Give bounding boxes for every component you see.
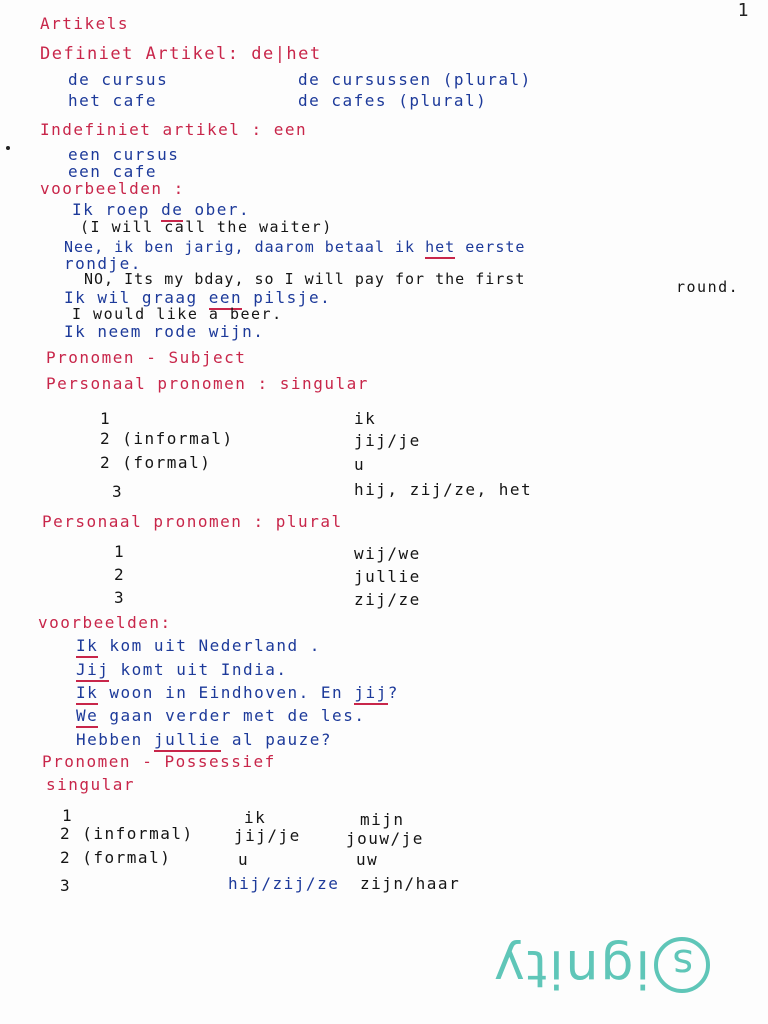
singular-pronoun-3: hij, zij/ze, het [354, 480, 533, 499]
possessive-subject-1: ik [244, 808, 267, 827]
examples-label-1: voorbeelden : [40, 179, 185, 198]
def-row-1-left: de cursus [68, 70, 169, 89]
example-3: Ik wil graag een pilsje. [64, 290, 331, 306]
possessive-form-3: zijn/haar [360, 874, 461, 893]
example-2-translation: NO, Its my bday, so I will pay for the first [84, 270, 526, 288]
subject-example-2: Jij komt uit India. [76, 662, 288, 678]
page-number: 1 [737, 0, 750, 21]
personal-pronoun-singular-label: Personaal pronomen : singular [46, 374, 369, 393]
possessive-person-2-formal: 2 (formal) [60, 848, 172, 867]
possessive-singular-label: singular [46, 775, 136, 794]
subject-example-3: Ik woon in Eindhoven. En jij? [76, 685, 399, 701]
plural-person-1: 1 [114, 542, 126, 561]
example-4: Ik neem rode wijn. [64, 322, 265, 341]
possessive-person-2-informal: 2 (informal) [60, 824, 194, 843]
example-3-translation: I would like a beer. [72, 305, 283, 323]
subject-example-1: Ik kom uit Nederland . [76, 638, 321, 654]
possessive-subject-2-formal: u [238, 850, 250, 869]
section-heading-pronomen-subject: Pronomen - Subject [46, 348, 247, 367]
possessive-subject-3: hij/zij/ze [228, 874, 340, 893]
plural-person-3: 3 [114, 588, 126, 607]
example-1: Ik roep de ober. [72, 202, 250, 218]
personal-pronoun-plural-label: Personaal pronomen : plural [42, 512, 343, 531]
signity-logo: signity [330, 938, 710, 998]
example-2-translation-continued: round. [676, 278, 740, 296]
indef-row-2: een cafe [68, 162, 158, 181]
indef-row-1: een cursus [68, 145, 180, 164]
plural-person-2: 2 [114, 565, 126, 584]
possessive-form-2-formal: uw [356, 850, 379, 869]
examples-label-2: voorbeelden: [38, 613, 172, 632]
singular-pronoun-2-informal: jij/je [354, 431, 421, 450]
possessive-form-1: mijn [360, 810, 405, 829]
section-heading-artikels: Artikels [40, 14, 130, 33]
singular-person-1: 1 [100, 409, 112, 428]
ink-dot [6, 146, 10, 150]
indefinite-article-label: Indefiniet artikel : een [40, 120, 308, 139]
singular-person-2-formal: 2 (formal) [100, 453, 212, 472]
singular-pronoun-1: ik [354, 409, 377, 428]
possessive-subject-2-informal: jij/je [234, 826, 301, 845]
singular-person-2-informal: 2 (informal) [100, 429, 234, 448]
possessive-person-1: 1 [62, 806, 74, 825]
plural-pronoun-3: zij/ze [354, 590, 421, 609]
plural-pronoun-2: jullie [354, 567, 421, 586]
subject-example-5: Hebben jullie al pauze? [76, 732, 332, 748]
definite-article-label: Definiet Artikel: de|het [40, 44, 322, 64]
singular-person-3: 3 [112, 482, 124, 501]
example-2: Nee, ik ben jarig, daarom betaal ik het eerste [64, 240, 525, 255]
possessive-person-3: 3 [60, 876, 72, 895]
plural-pronoun-1: wij/we [354, 544, 421, 563]
def-row-2-left: het cafe [68, 91, 158, 110]
example-2-continued: rondje. [64, 254, 142, 273]
singular-pronoun-2-formal: u [354, 455, 366, 474]
def-row-2-right: de cafes (plural) [298, 91, 488, 110]
logo-ring-icon: s [654, 937, 710, 993]
section-heading-pronomen-possessief: Pronomen - Possessief [42, 752, 276, 771]
subject-example-4: We gaan verder met de les. [76, 708, 365, 724]
example-1-translation: (I will call the waiter) [80, 218, 333, 236]
possessive-form-2-informal: jouw/je [346, 829, 424, 848]
def-row-1-right: de cursussen (plural) [298, 70, 532, 89]
